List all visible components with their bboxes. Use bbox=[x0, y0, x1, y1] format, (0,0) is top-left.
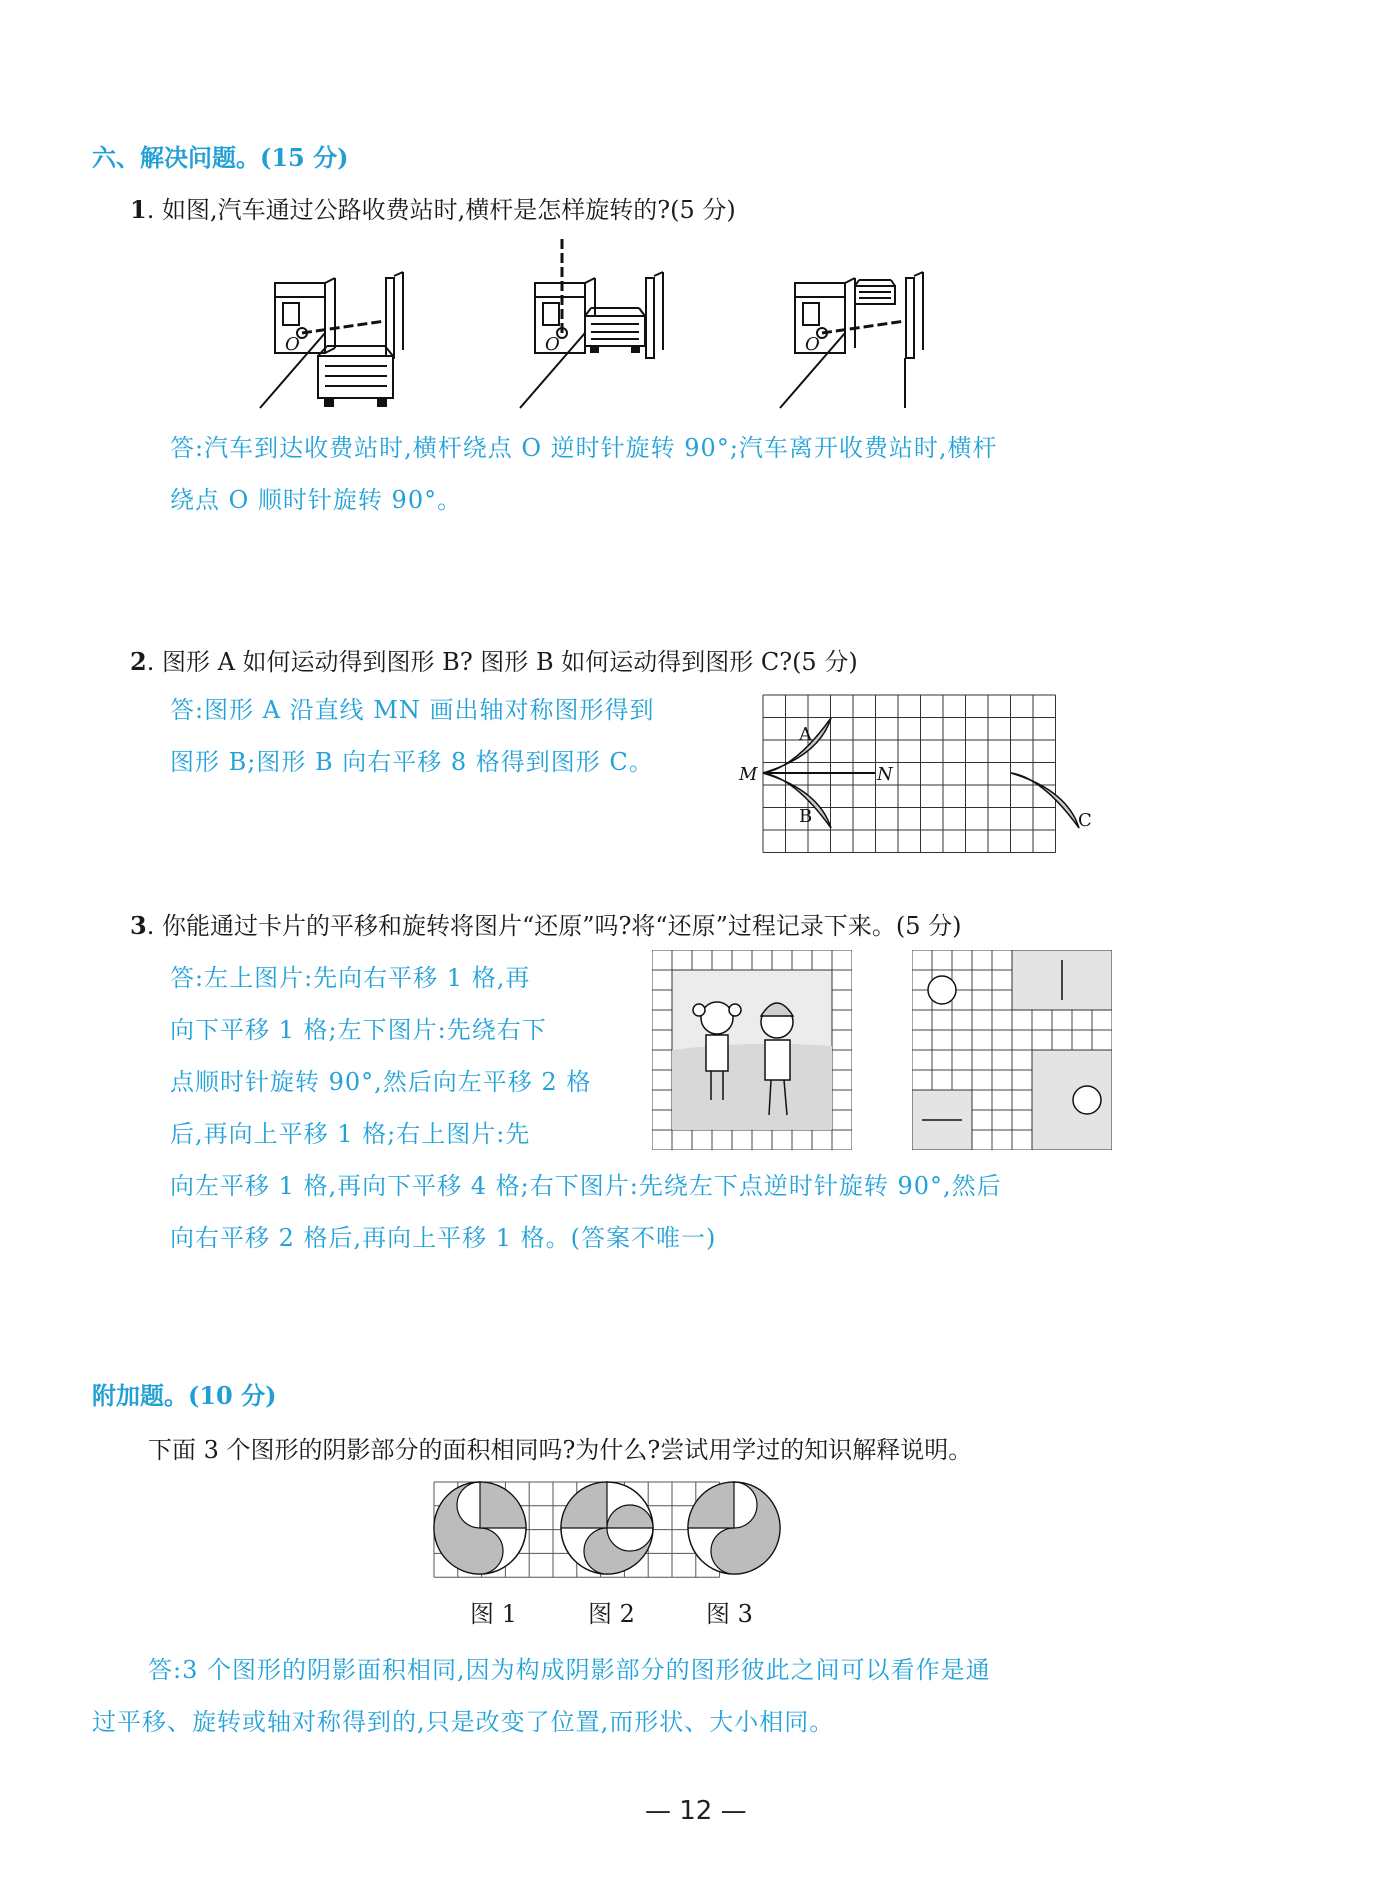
figure-1-caption: 图 1 bbox=[470, 1600, 517, 1628]
question-3-answer-line-5: 向左平移 1 格,再向下平移 4 格;右下图片:先绕左下点逆时针旋转 90°,然后 bbox=[170, 1172, 1002, 1200]
question-3-number: 3 bbox=[130, 911, 147, 940]
bonus-title: 附加题。(10 分) bbox=[92, 1381, 277, 1410]
bonus-answer-line-1: 答:3 个图形的阴影面积相同,因为构成阴影部分的图形彼此之间可以看作是通 bbox=[148, 1656, 991, 1684]
pivot-label-1: O bbox=[285, 334, 300, 355]
pivot-label-2: O bbox=[545, 334, 560, 355]
pivot-label-3: O bbox=[805, 334, 820, 355]
scrambled-picture bbox=[912, 950, 1112, 1150]
label-c: C bbox=[1078, 810, 1092, 831]
section-six-title: 六、解决问题。(15 分) bbox=[92, 143, 349, 172]
toll-booth-panel-1 bbox=[260, 272, 403, 408]
symmetry-grid-figure bbox=[735, 690, 1125, 860]
question-1-answer-line-2: 绕点 O 顺时针旋转 90°。 bbox=[170, 486, 463, 514]
shape-b bbox=[763, 773, 831, 828]
label-b: B bbox=[799, 806, 813, 827]
question-1 bbox=[130, 190, 736, 225]
question-3-answer-line-3: 点顺时针旋转 90°,然后向左平移 2 格 bbox=[170, 1068, 592, 1096]
toll-booth-diagrams bbox=[255, 238, 1135, 410]
question-2-text: . 图形 A 如何运动得到图形 B? 图形 B 如何运动得到图形 C?(5 分) bbox=[146, 648, 858, 676]
question-3-answer-line-1: 答:左上图片:先向右平移 1 格,再 bbox=[170, 964, 531, 992]
question-1-number: 1 bbox=[130, 195, 147, 224]
question-3-answer-line-4: 后,再向上平移 1 格;右上图片:先 bbox=[170, 1120, 531, 1148]
page-number: — 12 — bbox=[645, 1796, 747, 1826]
toll-booth-panel-3 bbox=[780, 272, 923, 408]
question-2-answer-line-1: 答:图形 A 沿直线 MN 画出轴对称图形得到 bbox=[170, 696, 655, 724]
figure-3-shape bbox=[688, 1482, 780, 1574]
toll-booth-panel-2 bbox=[520, 238, 663, 408]
question-1-answer-line-1: 答:汽车到达收费站时,横杆绕点 O 逆时针旋转 90°;汽车离开收费站时,横杆 bbox=[170, 434, 998, 462]
question-3-answer-line-2: 向下平移 1 格;左下图片:先绕右下 bbox=[170, 1016, 547, 1044]
bonus-answer-line-2: 过平移、旋转或轴对称得到的,只是改变了位置,而形状、大小相同。 bbox=[92, 1708, 835, 1736]
question-2 bbox=[130, 642, 858, 677]
label-n: N bbox=[877, 764, 893, 785]
figure-1-shape bbox=[434, 1482, 526, 1574]
bonus-figures bbox=[432, 1480, 782, 1580]
label-m: M bbox=[739, 764, 758, 785]
bonus-question: 下面 3 个图形的阴影部分的面积相同吗?为什么?尝试用学过的知识解释说明。 bbox=[148, 1436, 973, 1464]
question-3 bbox=[130, 906, 962, 941]
shape-a bbox=[763, 718, 831, 773]
shape-c bbox=[1011, 773, 1079, 828]
restored-picture bbox=[652, 950, 852, 1150]
question-2-answer-line-2: 图形 B;图形 B 向右平移 8 格得到图形 C。 bbox=[170, 748, 654, 776]
question-3-answer-line-6: 向右平移 2 格后,再向上平移 1 格。(答案不唯一) bbox=[170, 1224, 717, 1252]
question-3-text: . 你能通过卡片的平移和旋转将图片“还原”吗?将“还原”过程记录下来。(5 分) bbox=[146, 912, 962, 940]
question-1-text: . 如图,汽车通过公路收费站时,横杆是怎样旋转的?(5 分) bbox=[146, 196, 736, 224]
figure-2-shape bbox=[561, 1482, 653, 1574]
figure-3-caption: 图 3 bbox=[706, 1600, 753, 1628]
question-2-number: 2 bbox=[130, 647, 147, 676]
figure-2-caption: 图 2 bbox=[588, 1600, 635, 1628]
label-a: A bbox=[799, 724, 812, 745]
